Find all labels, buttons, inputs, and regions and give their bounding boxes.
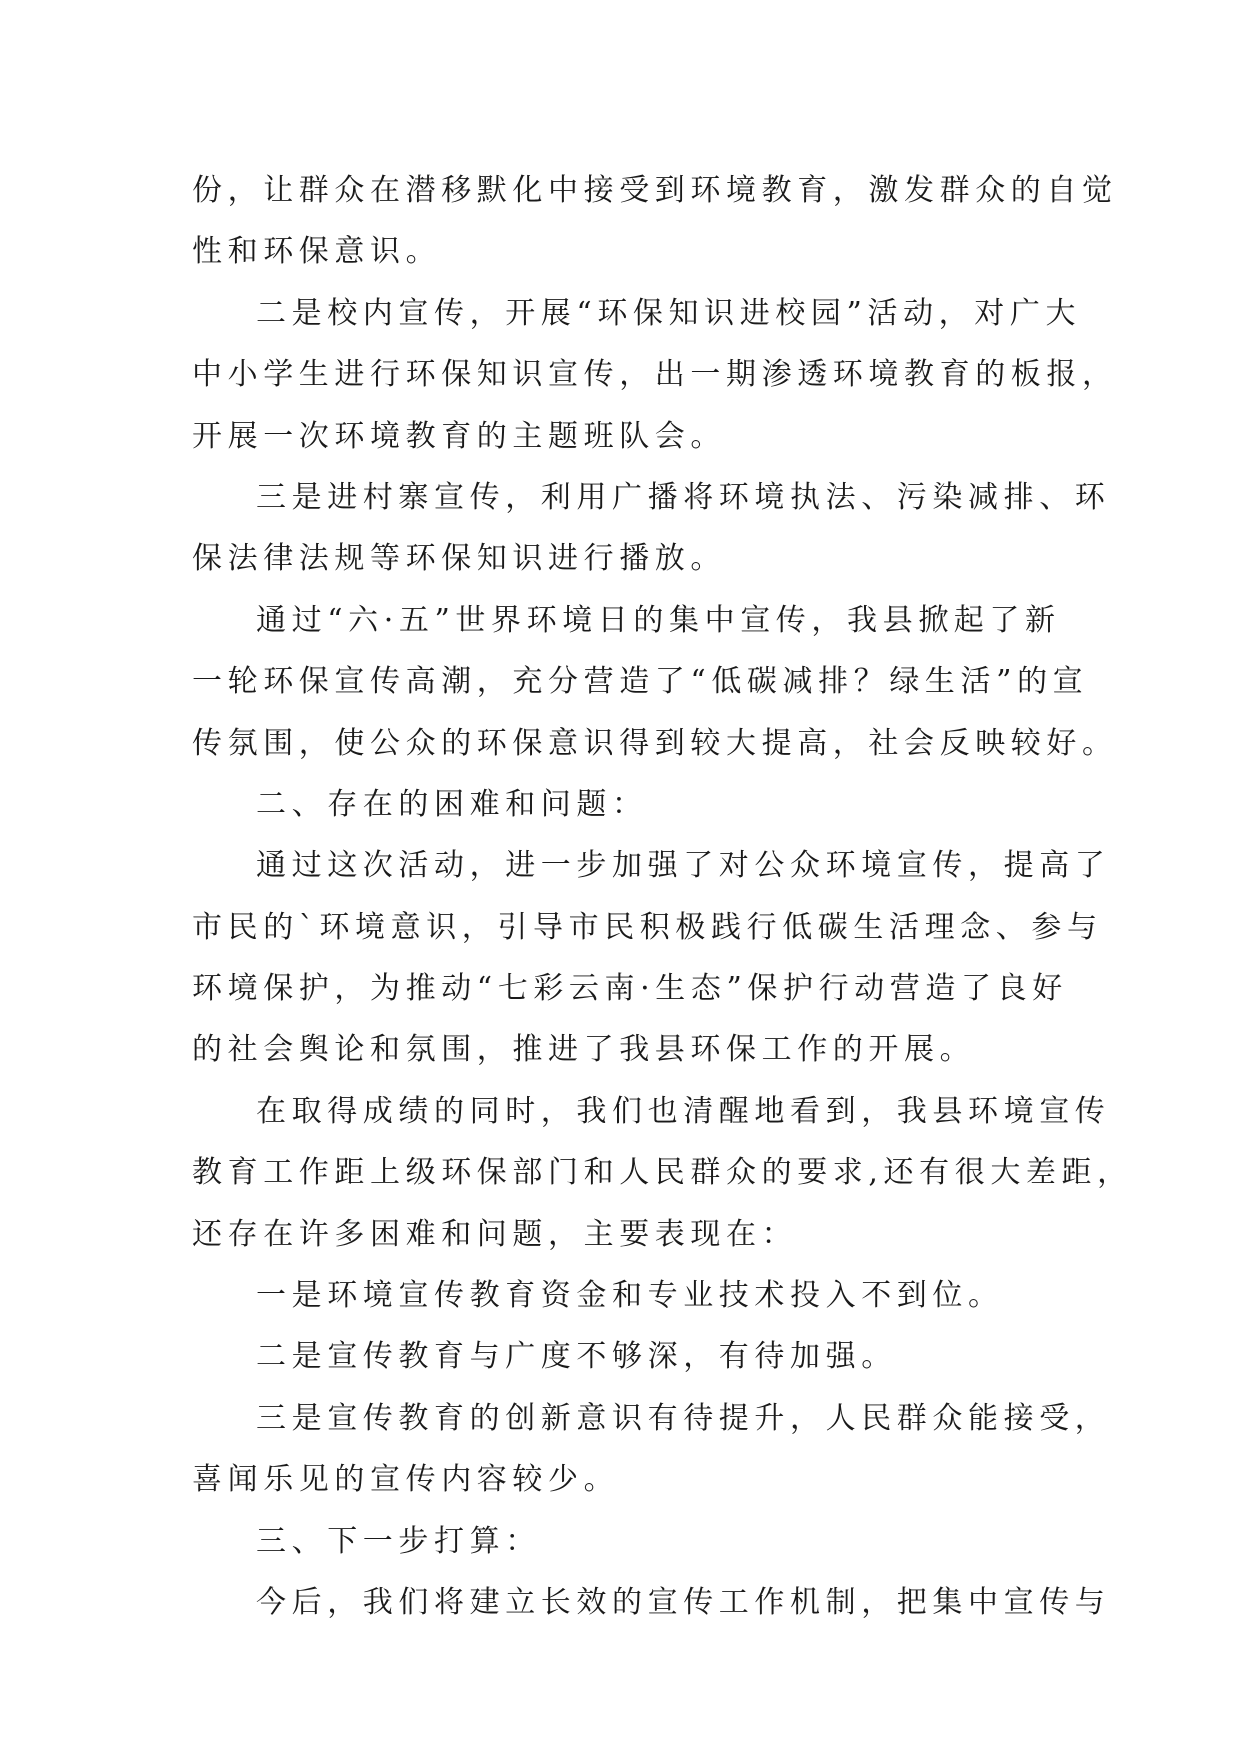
paragraph-start: 二是校内宣传，开展“环保知识进校园”活动，对广大: [256, 295, 1082, 331]
section-heading: 二、存在的困难和问题：: [256, 786, 648, 822]
section-heading: 三、下一步打算：: [256, 1523, 541, 1559]
text-line: 喜闻乐见的宣传内容较少。: [192, 1462, 620, 1498]
text-line: 份，让群众在潜移默化中接受到环境教育，激发群众的自觉: [192, 173, 1118, 208]
text-line: 传氛围，使公众的环保意识得到较大提高，社会反映较好。: [192, 725, 1118, 761]
text-line: 的社会舆论和氛围，推进了我县环保工作的开展。: [192, 1032, 976, 1068]
paragraph-start: 今后，我们将建立长效的宣传工作机制，把集中宣传与: [256, 1584, 1111, 1620]
text-line: 性和环保意识。: [192, 234, 442, 270]
paragraph-start: 一是环境宣传教育资金和专业技术投入不到位。: [256, 1278, 1004, 1314]
text-line: 教育工作距上级环保部门和人民群众的要求,还有很大差距，: [192, 1155, 1133, 1191]
text-line: 保法律法规等环保知识进行播放。: [192, 541, 726, 577]
paragraph-start: 三是宣传教育的创新意识有待提升，人民群众能接受，: [256, 1400, 1111, 1436]
paragraph-start: 通过“六·五”世界环境日的集中宣传，我县掀起了新: [256, 602, 1061, 638]
paragraph-start: 二是宣传教育与广度不够深，有待加强。: [256, 1339, 897, 1375]
text-line: 还存在许多困难和问题，主要表现在：: [192, 1216, 798, 1252]
paragraph-start: 三是进村寨宣传，利用广播将环境执法、污染减排、环: [256, 479, 1111, 515]
paragraph-start: 通过这次活动，进一步加强了对公众环境宣传，提高了: [256, 848, 1111, 884]
paragraph-start: 在取得成绩的同时，我们也清醒地看到，我县环境宣传: [256, 1093, 1111, 1129]
text-line: 一轮环保宣传高潮，充分营造了“低碳减排？绿生活”的宣: [192, 664, 1089, 700]
document-body: [192, 160, 1133, 1633]
text-line: 开展一次环境教育的主题班队会。: [192, 418, 726, 454]
text-line: 中小学生进行环保知识宣传，出一期渗透环境教育的板报，: [192, 357, 1118, 393]
text-line: 环境保护，为推动“七彩云南·生态”保护行动营造了良好: [192, 971, 1068, 1007]
text-line: 市民的`环境意识，引导市民积极践行低碳生活理念、参与: [192, 909, 1103, 945]
